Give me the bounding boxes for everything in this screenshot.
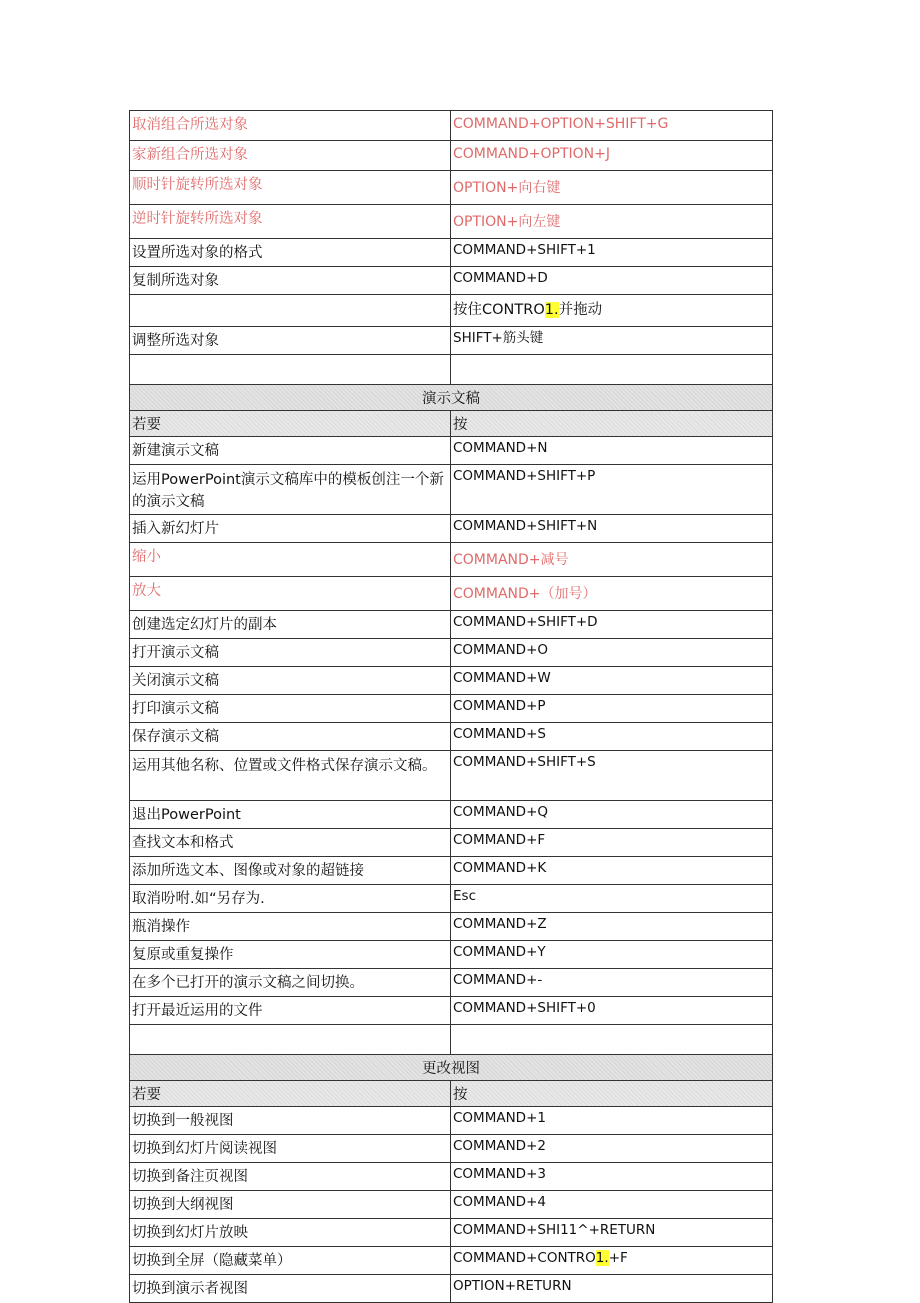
action-cell: 退出PowerPoint — [130, 801, 451, 829]
table-row — [130, 465, 773, 515]
table-row — [130, 801, 773, 829]
keys-cell: OPTION+向右键 — [451, 171, 773, 205]
keys-cell: COMMAND+减号 — [451, 543, 773, 577]
table-row — [130, 913, 773, 941]
table-row — [130, 751, 773, 801]
action-cell: 取消吩咐.如“另存为. — [130, 885, 451, 913]
action-cell: 放大 — [130, 577, 451, 611]
keys-cell: COMMAND+- — [451, 969, 773, 997]
shortcut-document — [129, 110, 772, 1303]
keys-cell: COMMAND+Y — [451, 941, 773, 969]
empty-cell — [130, 1025, 451, 1055]
empty-row — [130, 355, 773, 385]
keys-cell: COMMAND+1 — [451, 1107, 773, 1135]
keys-cell: COMMAND+Z — [451, 913, 773, 941]
table-row — [130, 171, 773, 205]
keys-cell: COMMAND+SHIFT+S — [451, 751, 773, 801]
action-cell: 瓶消操作 — [130, 913, 451, 941]
table-row — [130, 723, 773, 751]
action-cell: 复制所选对象 — [130, 267, 451, 295]
table-row — [130, 1191, 773, 1219]
empty-cell — [451, 1025, 773, 1055]
keys-cell: COMMAND+SHIFT+N — [451, 515, 773, 543]
keys-cell: COMMAND+SHIFT+P — [451, 465, 773, 515]
keys-text: 按住CONTRO — [453, 302, 545, 318]
keys-cell: SHIFT+筋头键 — [451, 327, 773, 355]
action-cell: 添加所选文本、图像或对象的超链接 — [130, 857, 451, 885]
table-row — [130, 543, 773, 577]
action-cell: 关闭演示文稿 — [130, 667, 451, 695]
empty-cell — [130, 355, 451, 385]
action-cell: 打印演示文稿 — [130, 695, 451, 723]
keys-cell: Esc — [451, 885, 773, 913]
keys-cell: COMMAND+W — [451, 667, 773, 695]
table-row — [130, 1107, 773, 1135]
action-cell: 设置所选对象的格式 — [130, 239, 451, 267]
action-cell: 打开演示文稿 — [130, 639, 451, 667]
section-title: 演示文稿 — [130, 385, 773, 411]
keys-cell: COMMAND+N — [451, 437, 773, 465]
table-row — [130, 295, 773, 327]
keys-cell: COMMAND+S — [451, 723, 773, 751]
table-row — [130, 205, 773, 239]
empty-cell — [451, 355, 773, 385]
table-row — [130, 1135, 773, 1163]
column-header-row — [130, 411, 773, 437]
action-cell: 切换到大纲视图 — [130, 1191, 451, 1219]
column-header-keys: 按 — [451, 411, 773, 437]
table-row — [130, 327, 773, 355]
action-cell: 调整所选对象 — [130, 327, 451, 355]
keys-cell: COMMAND+F — [451, 829, 773, 857]
action-cell: 切换到备注页视图 — [130, 1163, 451, 1191]
column-header-action: 若要 — [130, 411, 451, 437]
table-row — [130, 857, 773, 885]
table-row — [130, 969, 773, 997]
table-row — [130, 1163, 773, 1191]
table-row — [130, 515, 773, 543]
keys-text: 并拖动 — [558, 302, 603, 318]
table-row — [130, 997, 773, 1025]
table-row — [130, 941, 773, 969]
action-cell: 创建选定幻灯片的副本 — [130, 611, 451, 639]
table-row — [130, 1275, 773, 1303]
action-cell: 复原或重复操作 — [130, 941, 451, 969]
table-row — [130, 239, 773, 267]
keys-cell: COMMAND+SHIFT+1 — [451, 239, 773, 267]
action-cell: 保存演示文稿 — [130, 723, 451, 751]
keys-cell: COMMAND+4 — [451, 1191, 773, 1219]
table-row — [130, 885, 773, 913]
keys-cell: OPTION+RETURN — [451, 1275, 773, 1303]
keys-cell: COMMAND+Q — [451, 801, 773, 829]
highlighted-text: 1. — [595, 1250, 609, 1266]
table-row — [130, 141, 773, 171]
table-row — [130, 1247, 773, 1275]
keys-text: COMMAND+CONTRO — [453, 1250, 596, 1266]
action-cell: 顺时针旋转所选对象 — [130, 171, 451, 205]
action-cell: 运用其他名称、位置或文件格式保存演示文稿。 — [130, 751, 451, 801]
keys-text: +F — [608, 1250, 628, 1266]
action-cell: 运用PowerPoint演示文稿库中的模板创注一个新的演示文稿 — [130, 465, 451, 515]
section-title-row — [130, 1055, 773, 1081]
keys-cell: COMMAND+OPTION+SHIFT+G — [451, 111, 773, 141]
highlighted-text: 1. — [544, 302, 559, 318]
action-cell: 取消组合所选对象 — [130, 111, 451, 141]
action-cell: 缩小 — [130, 543, 451, 577]
empty-row — [130, 1025, 773, 1055]
action-cell: 切换到全屏（隐藏菜单） — [130, 1247, 451, 1275]
action-cell — [130, 295, 451, 327]
table-row — [130, 111, 773, 141]
action-cell: 逆时针旋转所选对象 — [130, 205, 451, 239]
shortcut-table — [129, 110, 773, 1303]
keys-cell: COMMAND+SHIFT+D — [451, 611, 773, 639]
keys-cell: COMMAND+3 — [451, 1163, 773, 1191]
keys-cell: COMMAND+K — [451, 857, 773, 885]
table-row — [130, 577, 773, 611]
table-row — [130, 611, 773, 639]
keys-cell — [451, 295, 773, 327]
keys-cell: COMMAND+OPTION+J — [451, 141, 773, 171]
table-row — [130, 829, 773, 857]
action-cell: 家新组合所选对象 — [130, 141, 451, 171]
keys-cell: COMMAND+P — [451, 695, 773, 723]
action-cell: 切换到一般视图 — [130, 1107, 451, 1135]
action-cell: 查找文本和格式 — [130, 829, 451, 857]
action-cell: 插入新幻灯片 — [130, 515, 451, 543]
table-row — [130, 695, 773, 723]
table-row — [130, 1219, 773, 1247]
keys-cell: OPTION+向左键 — [451, 205, 773, 239]
action-cell: 在多个已打开的演示文稿之间切换。 — [130, 969, 451, 997]
column-header-row — [130, 1081, 773, 1107]
section-title-row — [130, 385, 773, 411]
action-cell: 切换到幻灯片放映 — [130, 1219, 451, 1247]
table-row — [130, 639, 773, 667]
keys-cell: COMMAND+D — [451, 267, 773, 295]
keys-cell — [451, 1247, 773, 1275]
column-header-keys: 按 — [451, 1081, 773, 1107]
action-cell: 切换到幻灯片阅读视图 — [130, 1135, 451, 1163]
keys-cell: COMMAND+2 — [451, 1135, 773, 1163]
keys-cell: COMMAND+SHIFT+0 — [451, 997, 773, 1025]
keys-cell: COMMAND+O — [451, 639, 773, 667]
action-cell: 切换到演示者视图 — [130, 1275, 451, 1303]
action-cell: 打开最近运用的文件 — [130, 997, 451, 1025]
section-title: 更改视图 — [130, 1055, 773, 1081]
table-row — [130, 667, 773, 695]
action-cell: 新建演示文稿 — [130, 437, 451, 465]
keys-cell: COMMAND+（加号） — [451, 577, 773, 611]
table-row — [130, 437, 773, 465]
keys-cell: COMMAND+SHI11^+RETURN — [451, 1219, 773, 1247]
column-header-action: 若要 — [130, 1081, 451, 1107]
table-row — [130, 267, 773, 295]
